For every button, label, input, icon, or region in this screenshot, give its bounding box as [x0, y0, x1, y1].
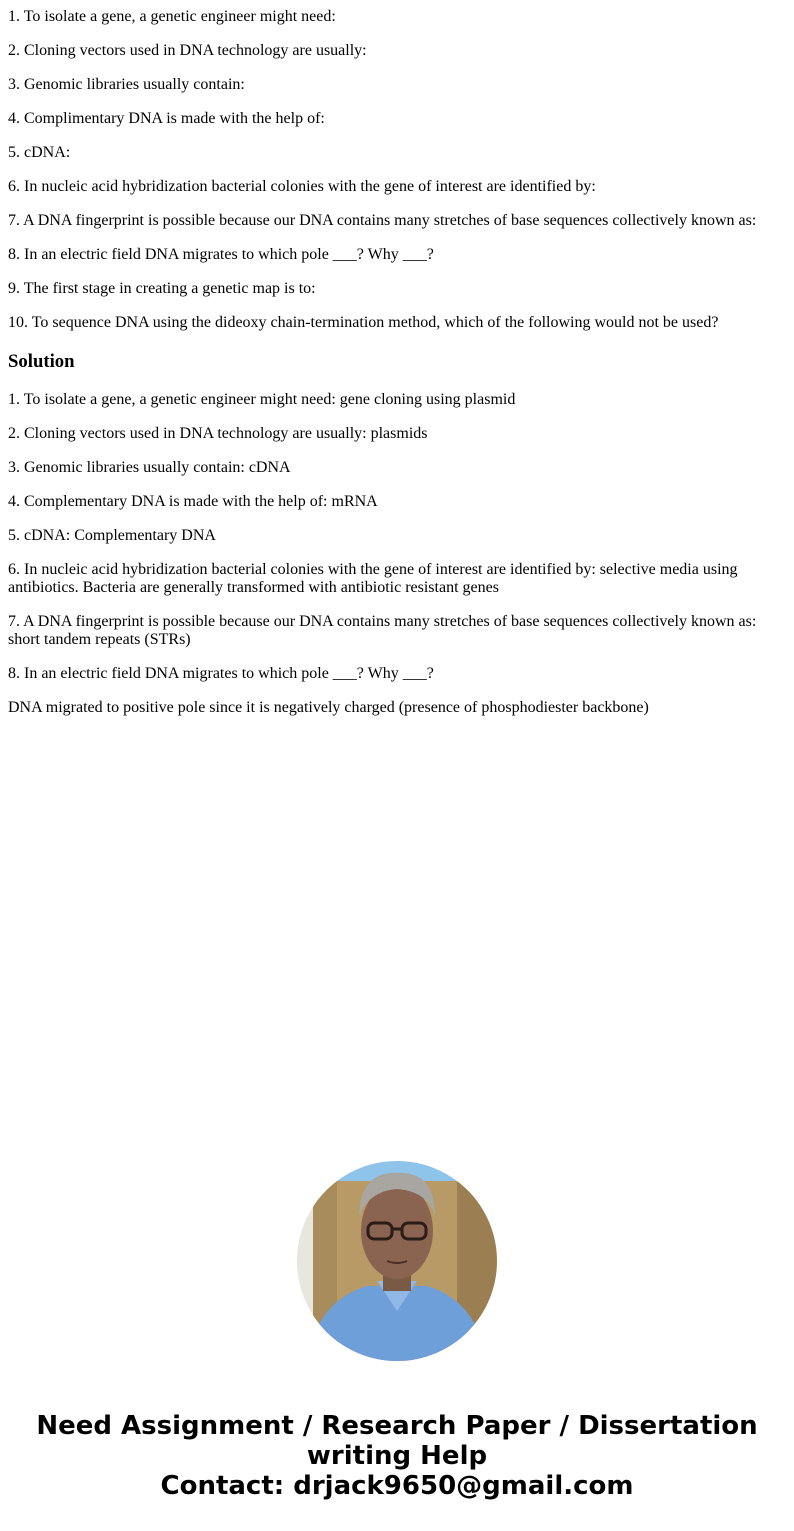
answer-7: 7. A DNA fingerprint is possible because our DNA contains many stretches of base sequences collectively known as: short tandem repeats (STRs) — [8, 612, 757, 648]
answer-6: 6. In nucleic acid hybridization bacterial colonies with the gene of interest are identified by: selective media using antibiotics. Bacteria are generally transformed with antibiotic resistant genes — [8, 560, 738, 596]
answer-1: 1. To isolate a gene, a genetic engineer might need: gene cloning using plasmid — [8, 390, 516, 408]
author-avatar — [297, 1161, 497, 1361]
answer-5: 5. cDNA: Complementary DNA — [8, 526, 216, 544]
answer-8-explanation: DNA migrated to positive pole since it is negatively charged (presence of phosphodiester backbone) — [8, 698, 649, 716]
answer-2: 2. Cloning vectors used in DNA technology are usually: plasmids — [8, 424, 428, 442]
question-1: 1. To isolate a gene, a genetic engineer might need: — [8, 8, 336, 25]
question-3: 3. Genomic libraries usually contain: — [8, 76, 245, 93]
question-6: 6. In nucleic acid hybridization bacterial colonies with the gene of interest are identified by: — [8, 178, 596, 195]
question-5: 5. cDNA: — [8, 144, 71, 161]
contact-banner — [0, 1411, 794, 1501]
question-8: 8. In an electric field DNA migrates to which pole ___? Why ___? — [8, 246, 434, 263]
question-10: 10. To sequence DNA using the dideoxy chain-termination method, which of the following would not be used? — [8, 314, 719, 331]
answer-3: 3. Genomic libraries usually contain: cDNA — [8, 458, 291, 476]
answer-8: 8. In an electric field DNA migrates to which pole ___? Why ___? — [8, 664, 434, 682]
document-body — [0, 8, 794, 717]
question-2: 2. Cloning vectors used in DNA technology are usually: — [8, 42, 367, 59]
question-9: 9. The first stage in creating a genetic map is to: — [8, 280, 316, 297]
question-7: 7. A DNA fingerprint is possible because our DNA contains many stretches of base sequences collectively known as: — [8, 212, 757, 229]
contact-email: Contact: drjack9650@gmail.com — [160, 1471, 634, 1501]
solution-heading: Solution — [8, 350, 75, 372]
banner-line-1: Need Assignment / Research Paper / Dissertation — [36, 1411, 758, 1441]
banner-line-2: writing Help — [306, 1441, 488, 1471]
question-4: 4. Complimentary DNA is made with the help of: — [8, 110, 325, 127]
answer-4: 4. Complementary DNA is made with the help of: mRNA — [8, 492, 378, 510]
